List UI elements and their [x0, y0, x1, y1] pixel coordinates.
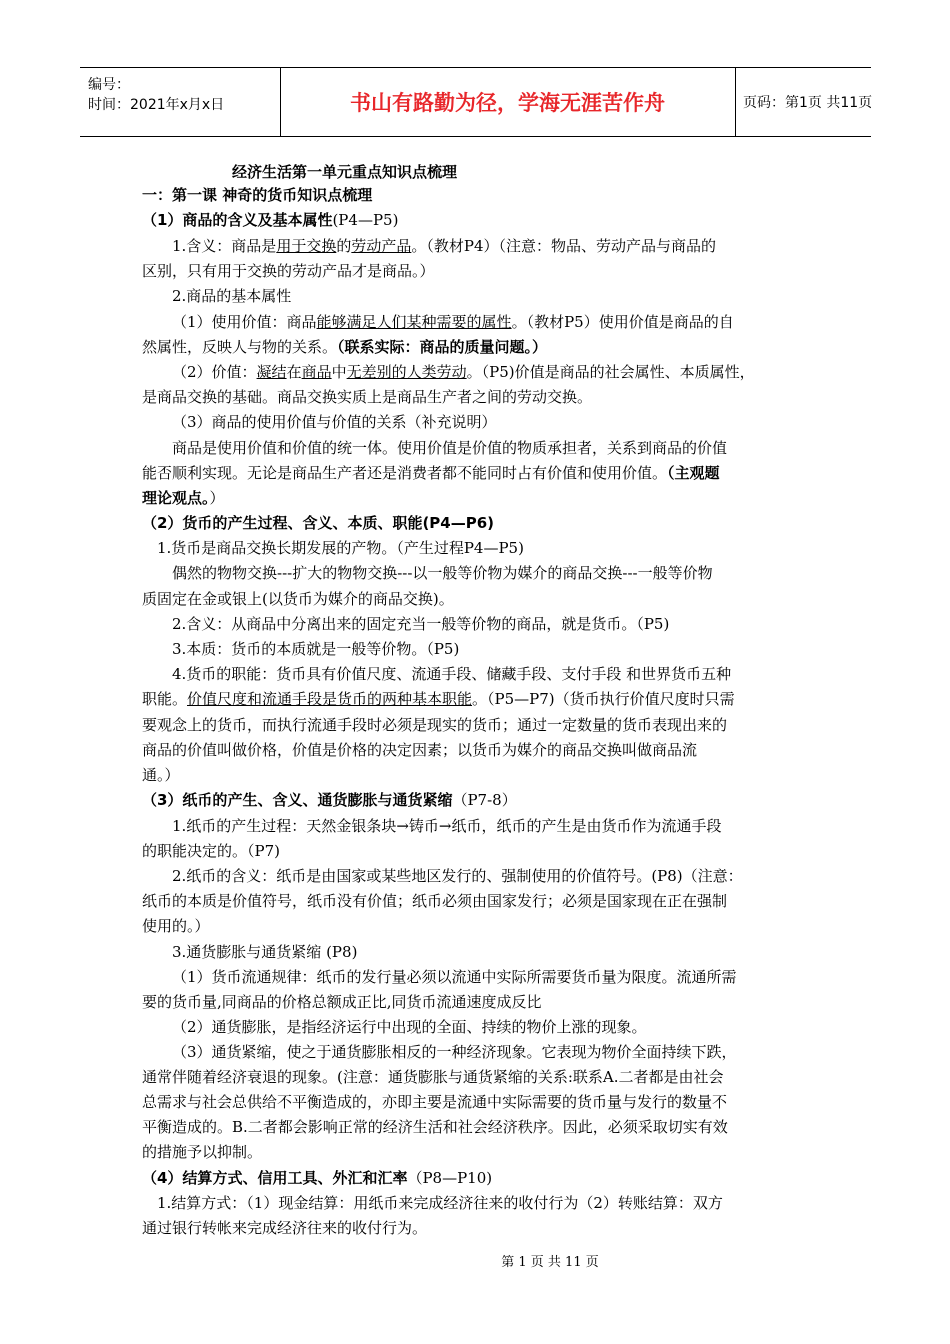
page-reference: （P7-8）: [452, 791, 517, 809]
text-line: [142, 1143, 262, 1161]
text-line: [142, 993, 542, 1011]
text-segment: 商品是使用价值和价值的统一体。使用价值是价值的物质承担者，关系到商品的价值: [172, 439, 728, 457]
text-segment: 在: [286, 363, 302, 381]
text-segment: 1.含义：商品是: [172, 237, 277, 255]
text-segment: （1）货币流通规律：纸币的发行量必须以流通中实际所需要货币量为限度。流通所需: [172, 968, 737, 986]
bold-note: （联系实际：商品的质量问题。）: [337, 338, 548, 356]
text-line: [172, 413, 497, 431]
text-line: [172, 640, 459, 658]
text-segment: 4.货币的职能：货币具有价值尺度、流通手段、储藏手段、支付手段 和世界货币五种: [172, 665, 732, 683]
page-footer: [0, 1251, 950, 1270]
text-line: [142, 338, 547, 356]
text-line: [142, 489, 225, 507]
text-line: [142, 1169, 492, 1187]
text-line: [142, 1219, 427, 1237]
text-segment: 3.通货膨胀与通货紧缩 (P8): [172, 943, 358, 961]
text-segment: 1.纸币的产生过程：天然金银条块→铸币→纸币，纸币的产生是由货币作为流通手段: [172, 817, 722, 835]
text-segment: 。（教材P5）使用价值是商品的自: [511, 313, 734, 331]
underlined-term: 劳动产品: [351, 237, 412, 255]
text-segment: 纸币的本质是价值符号，纸币没有价值；纸币必须由国家发行；必须是国家现在正在强制: [142, 892, 728, 910]
bold-note: 理论观点。: [142, 489, 210, 507]
text-line: [142, 514, 494, 532]
text-segment: （1）商品的含义及基本属性: [142, 211, 333, 229]
text-segment: 的职能决定的。（P7): [142, 842, 280, 860]
text-segment: （1）使用价值：商品: [172, 313, 317, 331]
page-reference: (P4—P5): [332, 211, 399, 229]
text-line: [172, 1018, 647, 1036]
text-line: [172, 237, 716, 255]
text-line: [172, 615, 669, 633]
text-segment: 中: [331, 363, 347, 381]
text-segment: 使用的。）: [142, 917, 210, 935]
underlined-term: 凝结: [256, 363, 287, 381]
text-segment: 要观念上的货币，而执行流通手段时必须是现实的货币；通过一定数量的货币表现出来的: [142, 716, 728, 734]
text-line: [172, 867, 743, 885]
document-title: 经济生活第一单元重点知识点梳理: [232, 163, 458, 181]
text-segment: 1.货币是商品交换长期发展的产物。（产生过程P4—P5): [157, 539, 524, 557]
text-line: [142, 211, 398, 229]
header-motto: 书山有路勤为径，学海无涯苦作舟: [280, 68, 736, 136]
text-line: [142, 1118, 728, 1136]
text-segment: 3.本质：货币的本质就是一般等价物。（P5): [172, 640, 460, 658]
text-segment: 的: [336, 237, 352, 255]
text-segment: （2）货币的产生过程、含义、本质、职能(P4—P6): [142, 514, 495, 532]
text-line: [172, 943, 357, 961]
header-meta: [80, 68, 281, 136]
text-line: [172, 439, 727, 457]
text-line: [157, 1194, 723, 1212]
text-line: [142, 186, 372, 204]
text-segment: 2.纸币的含义：纸币是由国家或某些地区发行的、强制使用的价值符号。(P8)（注意：: [172, 867, 743, 885]
text-segment: 。（教材P4）（注意：物品、劳动产品与商品的: [411, 237, 716, 255]
text-segment: 能否顺利实现。无论是商品生产者还是消费者都不能同时占有价值和使用价值。: [142, 464, 668, 482]
text-line: [142, 690, 735, 708]
page-header: [80, 67, 871, 137]
serial-label: 编号：: [88, 77, 130, 93]
text-line: [172, 665, 731, 683]
underlined-term: 用于交换: [276, 237, 337, 255]
text-line: [142, 791, 517, 809]
text-segment: ）: [209, 489, 225, 507]
text-segment: 。（P5—P7)（货币执行价值尺度时只需: [472, 690, 735, 708]
text-line: [142, 716, 727, 734]
text-segment: （3）商品的使用价值与价值的关系（补充说明）: [172, 413, 497, 431]
text-segment: 通。）: [142, 766, 180, 784]
text-segment: 商品的价值叫做价格，价值是价格的决定因素；以货币为媒介的商品交换叫做商品流: [142, 741, 698, 759]
text-segment: 然属性，反映人与物的关系。: [142, 338, 338, 356]
text-segment: 的措施予以抑制。: [142, 1143, 263, 1161]
underlined-term: 无差别的人类劳动: [346, 363, 467, 381]
text-segment: （3）通货紧缩，使之于通货膨胀相反的一种经济现象。它表现为物价全面持续下跌，: [172, 1043, 737, 1061]
footer-page-number: 第 1 页 共 11 页: [501, 1255, 599, 1270]
date-label: 时间：2021年x月x日: [88, 97, 225, 113]
text-segment: 质固定在金或银上(以货币为媒介的商品交换)。: [142, 590, 454, 608]
text-segment: （4）结算方式、信用工具、外汇和汇率: [142, 1169, 408, 1187]
text-line: [142, 464, 720, 482]
text-segment: 通过银行转帐来完成经济往来的收付行为。: [142, 1219, 428, 1237]
text-segment: 平衡造成的。B.二者都会影响正常的经济生活和社会经济秩序。因此，必须采取切实有效: [142, 1118, 728, 1136]
text-line: [172, 968, 737, 986]
text-segment: 是商品交换的基础。商品交换实质上是商品生产者之间的劳动交换。: [142, 388, 593, 406]
text-segment: 一：第一课 神奇的货币知识点梳理: [142, 186, 373, 204]
text-segment: （3）纸币的产生、含义、通货膨胀与通货紧缩: [142, 791, 453, 809]
text-line: [172, 564, 713, 582]
text-segment: 总需求与社会总供给不平衡造成的，亦即主要是流通中实际需要的货币量与发行的数量不: [142, 1093, 728, 1111]
text-segment: 2.含义：从商品中分离出来的固定充当一般等价物的商品，就是货币。（P5): [172, 615, 670, 633]
text-line: [142, 766, 180, 784]
text-line: [142, 262, 435, 280]
text-line: [142, 892, 727, 910]
text-line: [142, 1068, 724, 1086]
text-segment: 要的货币量,同商品的价格总额成正比,同货币流通速度成反比: [142, 993, 542, 1011]
text-line: [172, 1043, 737, 1061]
text-line: [172, 287, 291, 305]
header-page-info: 页码：第1页 共11页: [743, 95, 873, 111]
text-segment: 1.结算方式：（1）现金结算：用纸币来完成经济往来的收付行为（2）转账结算：双方: [157, 1194, 723, 1212]
text-segment: 2.商品的基本属性: [172, 287, 292, 305]
underlined-term: 能够满足人们某种需要的属性: [316, 313, 512, 331]
text-line: [142, 917, 210, 935]
text-segment: 偶然的物物交换---扩大的物物交换---以一般等价物为媒介的商品交换---一般等价物: [172, 564, 713, 582]
text-line: [142, 842, 280, 860]
text-segment: （2）价值：: [172, 363, 257, 381]
text-line: [142, 741, 697, 759]
underlined-term: 商品: [301, 363, 332, 381]
text-segment: 通常伴随着经济衰退的现象。(注意：通货膨胀与通货紧缩的关系:联系A.二者都是由社会: [142, 1068, 724, 1086]
text-line: [157, 539, 524, 557]
text-segment: （2）通货膨胀，是指经济运行中出现的全面、持续的物价上涨的现象。: [172, 1018, 647, 1036]
text-line: [172, 817, 721, 835]
text-line: [142, 1093, 727, 1111]
text-segment: 。（P5)价值是商品的社会属性、本质属性，: [466, 363, 755, 381]
text-line: [172, 313, 734, 331]
text-line: [142, 590, 454, 608]
page-reference: （P8—P10): [407, 1169, 493, 1187]
text-line: [172, 363, 755, 381]
bold-note: （主观题: [667, 464, 720, 482]
underlined-term: 价值尺度和流通手段是货币的两种基本职能: [187, 690, 473, 708]
text-line: [142, 388, 592, 406]
text-segment: 区别，只有用于交换的劳动产品才是商品。）: [142, 262, 435, 280]
text-segment: 职能。: [142, 690, 188, 708]
